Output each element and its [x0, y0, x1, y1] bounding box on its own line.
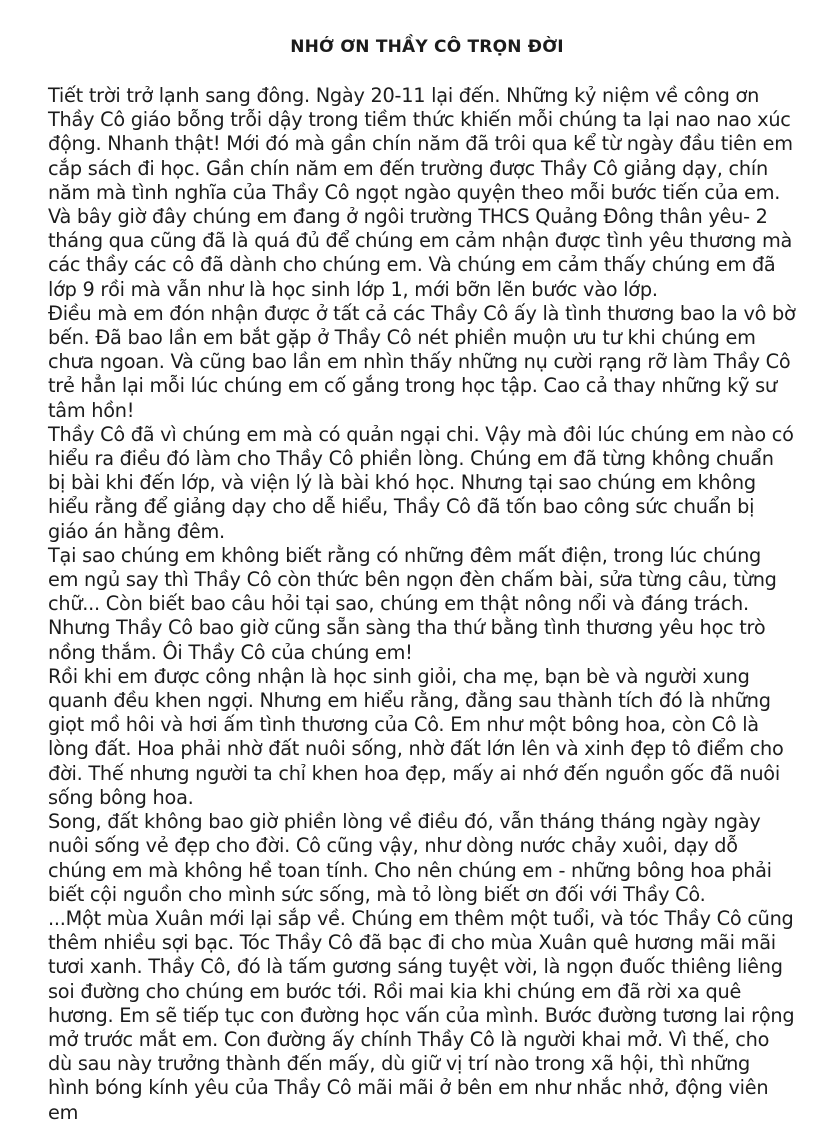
paragraph: Song, đất không bao giờ phiền lòng về điều đó, vẫn tháng tháng ngày ngày nuôi sống vẻ đẹp cho đời. Cô cũng vậy, như dòng nước chảy xuôi, dạy dỗ chúng em mà không hề toan tính. Cho nên chúng em - những bông hoa phải biết cội nguồn cho mình sức sống, mà tỏ lòng biết ơn đối với Thầy Cô.	[48, 810, 772, 906]
document-page	[48, 36, 796, 1125]
paragraph: Rồi khi em được công nhận là học sinh giỏi, cha mẹ, bạn bè và người xung quanh đều khen ngợi. Nhưng em hiểu rằng, đằng sau thành tích đó là những giọt mồ hôi và hơi ấm tình thương của Cô. Em như một bông hoa, còn Cô là lòng đất. Hoa phải nhờ đất nuôi sống, nhờ đất lớn lên và xinh đẹp tô điểm cho đời. Thế nhưng người ta chỉ khen hoa đẹp, mấy ai nhớ đến nguồn gốc đã nuôi sống bông hoa.	[48, 664, 784, 809]
paragraph: Tại sao chúng em không biết rằng có những đêm mất điện, trong lúc chúng em ngủ say thì Thầy Cô còn thức bên ngọn đèn chấm bài, sửa từng câu, từng chữ... Còn biết bao câu hỏi tại sao, chúng em thật nông nổi và đáng trách. Nhưng Thầy Cô bao giờ cũng sẵn sàng tha thứ bằng tình thương yêu học trò nồng thắm. Ôi Thầy Cô của chúng em!	[48, 543, 777, 664]
document-body	[48, 84, 796, 1125]
paragraph: Điều mà em đón nhận được ở tất cả các Thầy Cô ấy là tình thương bao la vô bờ bến. Đã bao lần em bắt gặp ở Thầy Cô nét phiền muộn ưu tư khi chúng em chưa ngoan. Và cũng bao lần em nhìn thấy những nụ cười rạng rỡ làm Thầy Cô trẻ hẳn lại mỗi lúc chúng em cố gắng trong học tập. Cao cả thay những kỹ sư tâm hồn!	[48, 301, 796, 422]
document-title: NHỚ ƠN THẦY CÔ TRỌN ĐỜI	[290, 37, 564, 57]
paragraph: Tiết trời trở lạnh sang đông. Ngày 20-11 lại đến. Những kỷ niệm về công ơn Thầy Cô giáo bỗng trỗi dậy trong tiềm thức khiến mỗi chúng ta lại nao nao xúc động. Nhanh thật! Mới đó mà gần chín năm đã trôi qua kể từ ngày đầu tiên em cắp sách đi học. Gần chín năm em đến trường được Thầy Cô giảng dạy, chín năm mà tình nghĩa của Thầy Cô ngọt ngào quyện theo mỗi bước tiến của em. Và bây giờ đây chúng em đang ở ngôi trường THCS Quảng Đông thân yêu- 2 tháng qua cũng đã là quá đủ để chúng em cảm nhận được tình yêu thương mà các thầy các cô đã dành cho chúng em. Và chúng em cảm thấy chúng em đã lớp 9 rồi mà vẫn như là học sinh lớp 1, mới bỡn lẽn bước vào lớp.	[48, 84, 793, 301]
paragraph: ...Một mùa Xuân mới lại sắp về. Chúng em thêm một tuổi, và tóc Thầy Cô cũng thêm nhiều sợi bạc. Tóc Thầy Cô đã bạc đi cho mùa Xuân quê hương mãi mãi tươi xanh. Thầy Cô, đó là tấm gương sáng tuyệt vời, là ngọn đuốc thiêng liêng soi đường cho chúng em bước tới. Rồi mai kia khi chúng em đã rời xa quê hương. Em sẽ tiếp tục con đường học vấn của mình. Bước đường tương lai rộng mở trước mắt em. Con đường ấy chính Thầy Cô là người khai mở. Vì thế, cho dù sau này trưởng thành đến mấy, dù giữ vị trí nào trong xã hội, thì những hình bóng kính yêu của Thầy Cô mãi mãi ở bên em như nhắc nhở, động viên em	[48, 906, 795, 1124]
paragraph: Thầy Cô đã vì chúng em mà có quản ngại chi. Vậy mà đôi lúc chúng em nào có hiểu ra điều đó làm cho Thầy Cô phiền lòng. Chúng em đã từng không chuẩn bị bài khi đến lớp, và viện lý là bài khó học. Nhưng tại sao chúng em không hiểu rằng để giảng dạy cho dễ hiểu, Thầy Cô đã tốn bao công sức chuẩn bị giáo án hằng đêm.	[48, 422, 794, 543]
